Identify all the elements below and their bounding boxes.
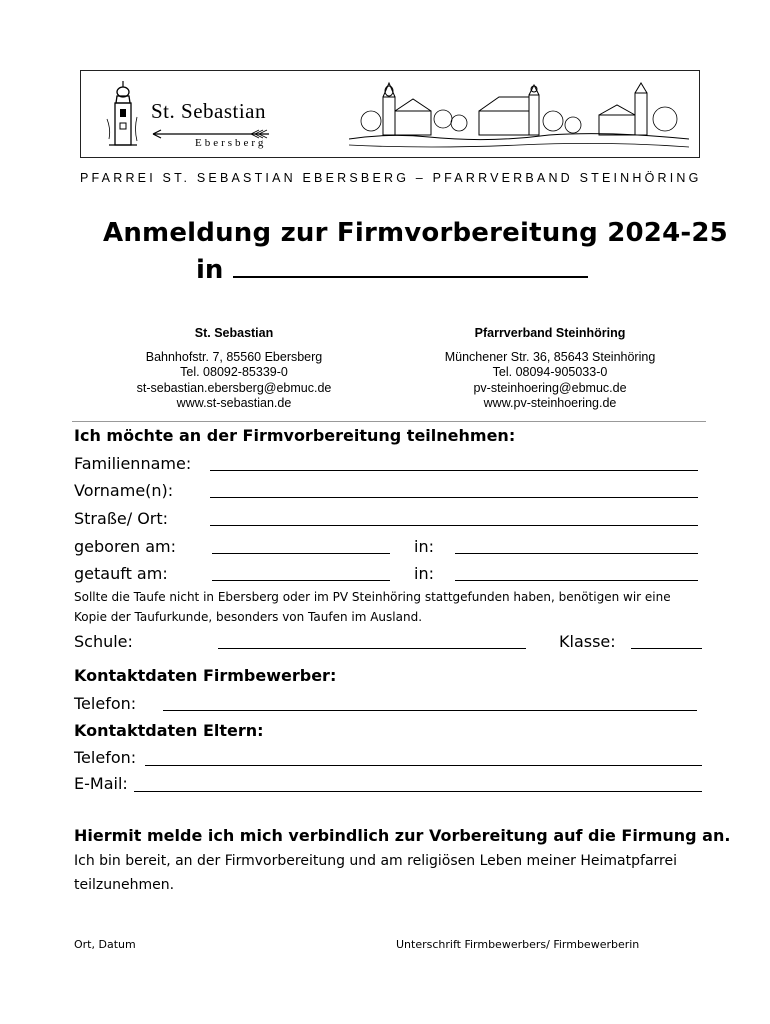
contact-web: www.st-sebastian.de	[176, 396, 292, 410]
telefon-bewerber-label: Telefon:	[74, 694, 137, 713]
contact-web: www.pv-steinhoering.de	[483, 396, 617, 410]
title-in-label: in	[196, 255, 224, 285]
taufe-note-line2: Kopie der Taufurkunde, besonders von Taufen im Ausland.	[74, 610, 423, 624]
declaration-line1: Ich bin bereit, an der Firmvorbereitung und am religiösen Leben meiner Heimatpfarrei	[74, 853, 677, 869]
geburtsort-label: in:	[414, 537, 434, 556]
divider	[72, 421, 706, 422]
kontakt-bewerber-heading: Kontaktdaten Firmbewerber:	[74, 666, 337, 685]
title-location	[196, 254, 588, 285]
header-banner	[80, 70, 700, 158]
strasse-ort-field[interactable]	[210, 525, 698, 526]
taufort-label: in:	[414, 564, 434, 583]
telefon-bewerber-field[interactable]	[163, 710, 697, 711]
telefon-eltern-label: Telefon:	[74, 748, 137, 767]
taufdatum-field[interactable]	[212, 580, 390, 581]
kontakt-eltern-heading: Kontaktdaten Eltern:	[74, 721, 264, 740]
getauft-label: getauft am:	[74, 564, 168, 583]
schule-field[interactable]	[218, 648, 526, 649]
village-illustration	[349, 75, 689, 153]
contact-pv-steinhoering	[430, 326, 670, 412]
familienname-field[interactable]	[210, 470, 698, 471]
contact-address: Münchener Str. 36, 85643 Steinhöring	[444, 349, 656, 364]
vorname-label: Vorname(n):	[74, 481, 174, 500]
declaration-heading: Hiermit melde ich mich verbindlich zur Vorbereitung auf die Firmung an.	[74, 826, 731, 845]
contact-name: Pfarrverband Steinhöring	[474, 326, 626, 340]
unterschrift-label: Unterschrift Firmbewerbers/ Firmbewerberin	[396, 938, 640, 951]
geboren-label: geboren am:	[74, 537, 177, 556]
declaration-line2: teilzunehmen.	[74, 877, 175, 893]
geburtsort-field[interactable]	[455, 553, 698, 554]
email-eltern-field[interactable]	[134, 791, 702, 792]
klasse-label: Klasse:	[559, 632, 616, 651]
taufort-field[interactable]	[455, 580, 698, 581]
contact-email: pv-steinhoering@ebmuc.de	[473, 380, 627, 395]
ort-datum-label: Ort, Datum	[74, 938, 136, 951]
email-eltern-label: E-Mail:	[74, 774, 128, 793]
logo-title: St. Sebastian	[151, 99, 266, 123]
strasse-ort-label: Straße/ Ort:	[74, 509, 169, 528]
geburtsdatum-field[interactable]	[212, 553, 390, 554]
schule-label: Schule:	[74, 632, 133, 651]
contact-phone: Tel. 08094-905033-0	[492, 365, 608, 379]
contact-name: St. Sebastian	[194, 326, 274, 340]
location-input-line[interactable]	[233, 254, 588, 278]
familienname-label: Familienname:	[74, 454, 192, 473]
telefon-eltern-field[interactable]	[145, 765, 702, 766]
form-intro: Ich möchte an der Firmvorbereitung teilnehmen:	[74, 426, 516, 445]
church-tower-icon	[103, 79, 143, 149]
parish-logo	[99, 77, 299, 155]
vorname-field[interactable]	[210, 497, 698, 498]
logo-subtitle: Ebersberg	[195, 137, 267, 149]
contact-st-sebastian	[114, 326, 354, 412]
taufe-note-line1: Sollte die Taufe nicht in Ebersberg oder im PV Steinhöring stattgefunden haben, benötigen wir eine	[74, 590, 671, 604]
contact-phone: Tel. 08092-85339-0	[180, 365, 288, 379]
contact-address: Bahnhofstr. 7, 85560 Ebersberg	[145, 349, 323, 364]
page-title: Anmeldung zur Firmvorbereitung 2024-25	[103, 218, 728, 248]
contact-email: st-sebastian.ebersberg@ebmuc.de	[136, 380, 332, 395]
klasse-field[interactable]	[631, 648, 702, 649]
parish-subheading: PFARREI ST. SEBASTIAN EBERSBERG – PFARRVERBAND STEINHÖRING	[80, 171, 702, 185]
